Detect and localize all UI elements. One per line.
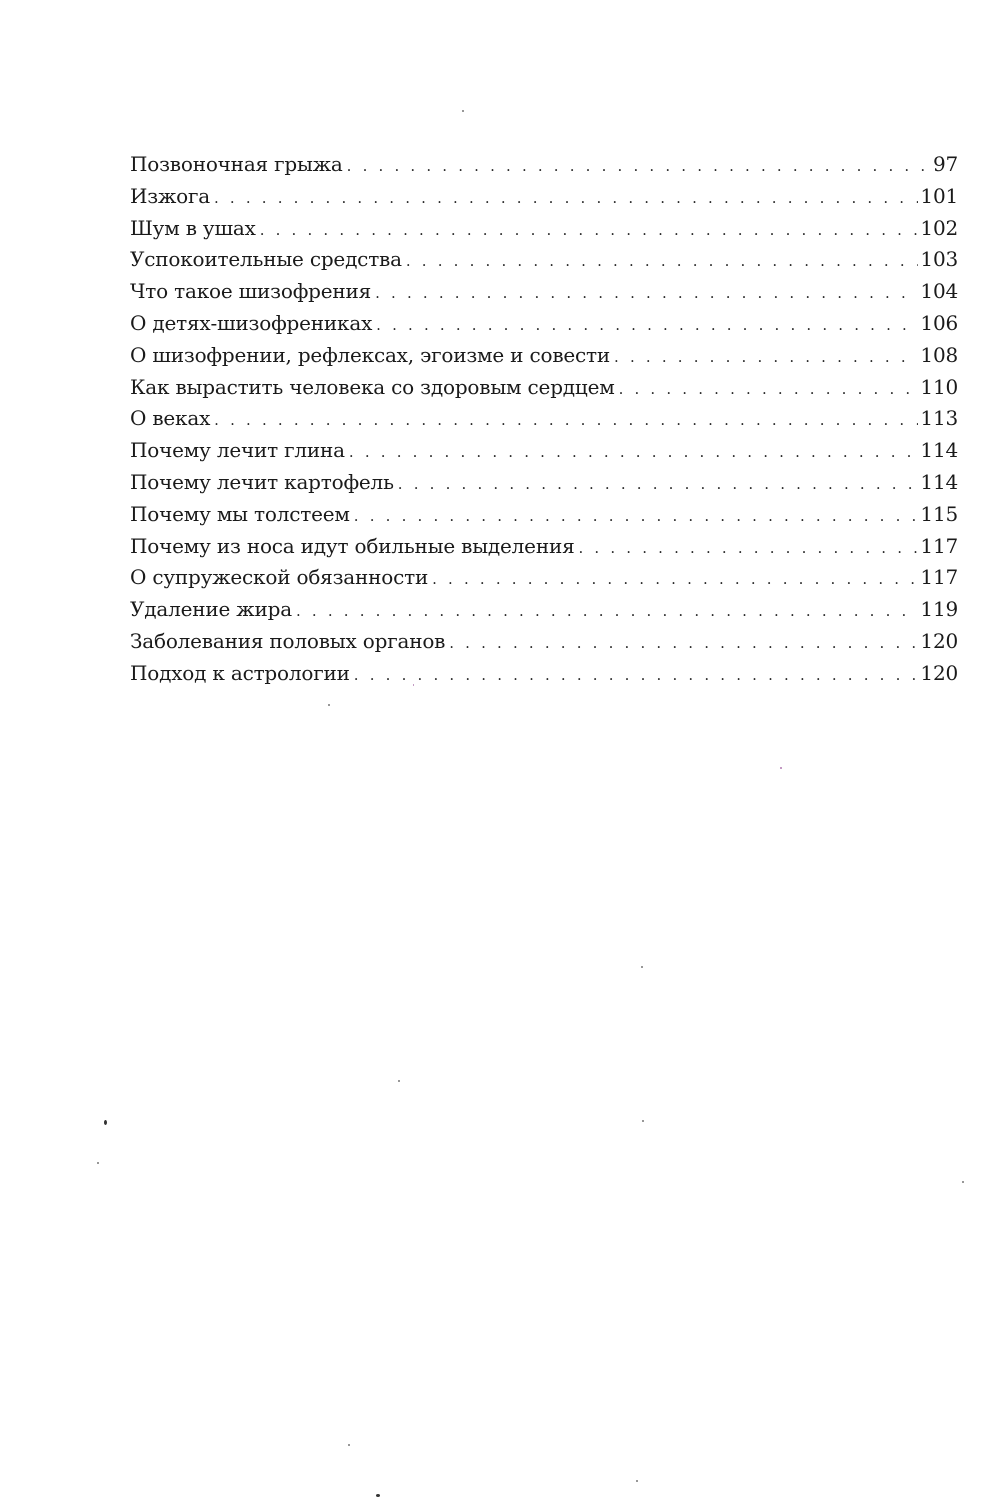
scan-speck [636, 1480, 638, 1482]
toc-entry-page: 119 [920, 597, 958, 622]
dot-leader [432, 570, 918, 588]
dot-leader [347, 157, 931, 175]
dot-leader [214, 189, 918, 207]
toc-entry-title: О супружеской обязанности [130, 565, 429, 590]
toc-entry-title: О детях-шизофрениках [130, 310, 373, 335]
scan-speck [413, 684, 414, 686]
dot-leader [260, 221, 919, 239]
toc-entry-page: 104 [920, 279, 958, 304]
scan-speck [780, 767, 782, 769]
toc-entry [130, 470, 958, 502]
toc-entry [130, 343, 958, 375]
toc-entry [130, 152, 958, 184]
toc-entry [130, 534, 958, 566]
table-of-contents [130, 152, 958, 693]
toc-entry-page: 102 [920, 215, 958, 240]
toc-entry-page: 101 [920, 183, 958, 208]
toc-entry-page: 110 [920, 374, 958, 399]
dot-leader [398, 475, 919, 493]
scan-speck [641, 966, 643, 968]
toc-entry-title: О шизофрении, рефлексах, эгоизме и совести [130, 342, 611, 367]
toc-entry-title: Изжога [130, 183, 210, 208]
toc-entry-page: 120 [920, 660, 958, 685]
scan-speck [398, 1080, 400, 1082]
toc-entry-title: Шум в ушах [130, 215, 256, 240]
dot-leader [614, 348, 918, 366]
toc-entry [130, 502, 958, 534]
toc-entry-title: Почему лечит картофель [130, 469, 394, 494]
toc-entry-title: Почему из носа идут обильные выделения [130, 533, 575, 558]
toc-entry [130, 311, 958, 343]
toc-entry-page: 114 [920, 438, 958, 463]
toc-entry [130, 406, 958, 438]
toc-entry-title: О веках [130, 406, 211, 431]
toc-entry [130, 375, 958, 407]
scan-speck [642, 1120, 644, 1122]
dot-leader [349, 443, 919, 461]
scan-speck [97, 1162, 99, 1164]
toc-entry [130, 279, 958, 311]
toc-entry [130, 661, 958, 693]
toc-entry-title: Позвоночная грыжа [130, 152, 343, 176]
toc-entry-page: 117 [920, 533, 958, 558]
toc-entry [130, 565, 958, 597]
toc-entry-title: Подход к астрологии [130, 660, 350, 685]
toc-entry-page: 97 [932, 152, 958, 176]
toc-entry-page: 114 [920, 469, 958, 494]
toc-entry-title: Успокоительные средства [130, 247, 402, 272]
toc-entry-page: 113 [920, 406, 958, 431]
scan-speck [348, 1444, 350, 1446]
dot-leader [449, 634, 918, 652]
toc-entry-title: Почему лечит глина [130, 438, 345, 463]
toc-entry [130, 216, 958, 248]
toc-entry-title: Заболевания половых органов [130, 628, 446, 653]
toc-entry-title: Как вырастить человека со здоровым сердцем [130, 374, 615, 399]
dot-leader [354, 666, 919, 684]
toc-entry-page: 117 [920, 565, 958, 590]
toc-entry-page: 106 [920, 310, 958, 335]
dot-leader [579, 539, 919, 557]
toc-entry [130, 247, 958, 279]
dot-leader [376, 316, 918, 334]
scan-speck [962, 1181, 964, 1183]
toc-entry [130, 438, 958, 470]
toc-entry-title: Что такое шизофрения [130, 279, 372, 304]
scan-speck [462, 110, 464, 112]
dot-leader [296, 602, 918, 620]
toc-entry-title: Удаление жира [130, 597, 292, 622]
dot-leader [354, 507, 919, 525]
scan-speck [104, 1120, 107, 1125]
toc-entry-title: Почему мы толстеем [130, 501, 350, 526]
dot-leader [406, 252, 919, 270]
toc-entry-page: 103 [920, 247, 958, 272]
toc-entry [130, 184, 958, 216]
scan-speck [328, 704, 330, 706]
toc-entry-page: 115 [920, 501, 958, 526]
toc-entry [130, 629, 958, 661]
scan-speck [376, 1494, 380, 1497]
toc-entry-page: 120 [920, 628, 958, 653]
toc-entry [130, 597, 958, 629]
dot-leader [375, 284, 918, 302]
dot-leader [214, 411, 918, 429]
dot-leader [619, 380, 919, 398]
toc-entry-page: 108 [920, 342, 958, 367]
